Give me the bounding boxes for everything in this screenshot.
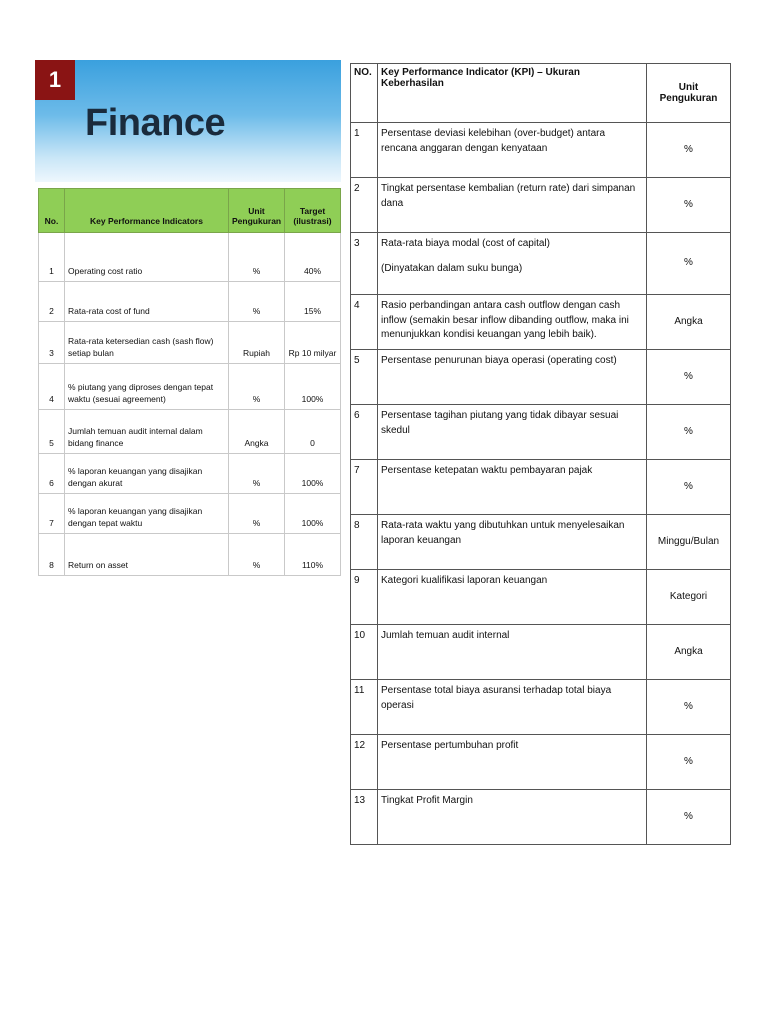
cell-unit: %: [647, 233, 731, 295]
table-row: [351, 295, 731, 350]
cell-unit: %: [229, 534, 285, 576]
cell-unit: %: [229, 233, 285, 282]
table-row: [351, 178, 731, 233]
cell-unit: Rupiah: [229, 322, 285, 364]
table-row: [39, 364, 341, 410]
header-target: Target (ilustrasi): [285, 189, 341, 233]
main-table-header-row: [351, 64, 731, 123]
main-kpi-table: [350, 63, 731, 845]
cell-kpi: Persentase penurunan biaya operasi (operating cost): [378, 350, 647, 405]
header-no: NO.: [351, 64, 378, 123]
cell-unit: %: [647, 123, 731, 178]
cell-unit: Kategori: [647, 570, 731, 625]
cell-kpi: Persentase total biaya asuransi terhadap total biaya operasi: [378, 680, 647, 735]
cell-unit: %: [229, 494, 285, 534]
cell-no: 11: [351, 680, 378, 735]
cell-target: 110%: [285, 534, 341, 576]
cell-no: 7: [351, 460, 378, 515]
cell-no: 8: [39, 534, 65, 576]
table-row: [351, 735, 731, 790]
header-kpi: Key Performance Indicators: [65, 189, 229, 233]
finance-slide: [35, 60, 341, 578]
cell-kpi: Rata-rata waktu yang dibutuhkan untuk menyelesaikan laporan keuangan: [378, 515, 647, 570]
cell-target: 100%: [285, 454, 341, 494]
table-row: [39, 494, 341, 534]
table-row: [39, 282, 341, 322]
cell-unit: %: [229, 282, 285, 322]
cell-unit: Angka: [229, 410, 285, 454]
cell-no: 2: [39, 282, 65, 322]
cell-kpi: Kategori kualifikasi laporan keuangan: [378, 570, 647, 625]
slide-kpi-table-wrap: [38, 188, 340, 576]
table-row: [351, 233, 731, 295]
header-unit: Unit Pengukuran: [647, 64, 731, 123]
cell-target: Rp 10 milyar: [285, 322, 341, 364]
cell-kpi: Persentase pertumbuhan profit: [378, 735, 647, 790]
cell-no: 13: [351, 790, 378, 845]
table-row: [351, 405, 731, 460]
cell-no: 6: [351, 405, 378, 460]
kpi-note: (Dinyatakan dalam suku bunga): [381, 262, 523, 274]
cell-no: 9: [351, 570, 378, 625]
cell-kpi: Rata-rata ketersedian cash (sash flow) setiap bulan: [65, 322, 229, 364]
cell-no: 1: [39, 233, 65, 282]
cell-unit: Angka: [647, 625, 731, 680]
cell-kpi: Persentase ketepatan waktu pembayaran pajak: [378, 460, 647, 515]
cell-unit: %: [647, 790, 731, 845]
cell-target: 100%: [285, 364, 341, 410]
cell-unit: %: [647, 680, 731, 735]
table-row: [39, 410, 341, 454]
cell-target: 40%: [285, 233, 341, 282]
table-row: [351, 570, 731, 625]
cell-unit: %: [229, 454, 285, 494]
cell-kpi: Tingkat Profit Margin: [378, 790, 647, 845]
cell-no: 3: [351, 233, 378, 295]
cell-kpi: Return on asset: [65, 534, 229, 576]
cell-kpi: Rasio perbandingan antara cash outflow dengan cash inflow (semakin besar inflow dibanding outflow, maka ini menunjukkan kondisi keuangan yang lebih baik).: [378, 295, 647, 350]
cell-no: 8: [351, 515, 378, 570]
cell-unit: Minggu/Bulan: [647, 515, 731, 570]
cell-unit: %: [647, 460, 731, 515]
cell-kpi: Operating cost ratio: [65, 233, 229, 282]
cell-unit: Angka: [647, 295, 731, 350]
cell-no: 6: [39, 454, 65, 494]
kpi-text: Rata-rata biaya modal (cost of capital): [381, 238, 550, 249]
table-row: [39, 534, 341, 576]
cell-no: 5: [351, 350, 378, 405]
slide-table-header-row: [39, 189, 341, 233]
cell-kpi: % piutang yang diproses dengan tepat waktu (sesuai agreement): [65, 364, 229, 410]
cell-kpi: Persentase tagihan piutang yang tidak dibayar sesuai skedul: [378, 405, 647, 460]
main-kpi-table-wrap: [350, 63, 730, 845]
cell-unit: %: [229, 364, 285, 410]
cell-unit: %: [647, 405, 731, 460]
cell-kpi: Persentase deviasi kelebihan (over-budget) antara rencana anggaran dengan kenyataan: [378, 123, 647, 178]
cell-target: 15%: [285, 282, 341, 322]
header-unit: Unit Pengukuran: [229, 189, 285, 233]
table-row: [351, 350, 731, 405]
table-row: [351, 460, 731, 515]
cell-no: 12: [351, 735, 378, 790]
cell-unit: %: [647, 178, 731, 233]
cell-kpi: Jumlah temuan audit internal dalam bidang finance: [65, 410, 229, 454]
cell-no: 1: [351, 123, 378, 178]
cell-unit: %: [647, 350, 731, 405]
header-no: No.: [39, 189, 65, 233]
cell-kpi: [378, 233, 647, 295]
table-row: [351, 515, 731, 570]
slide-title: Finance: [85, 102, 226, 144]
table-row: [39, 454, 341, 494]
table-row: [351, 680, 731, 735]
table-row: [351, 123, 731, 178]
table-row: [351, 790, 731, 845]
cell-no: 5: [39, 410, 65, 454]
cell-kpi: % laporan keuangan yang disajikan dengan tepat waktu: [65, 494, 229, 534]
cell-kpi: Rata-rata cost of fund: [65, 282, 229, 322]
table-row: [351, 625, 731, 680]
cell-kpi: Tingkat persentase kembalian (return rate) dari simpanan dana: [378, 178, 647, 233]
cell-unit: %: [647, 735, 731, 790]
table-row: [39, 322, 341, 364]
cell-kpi: Jumlah temuan audit internal: [378, 625, 647, 680]
cell-no: 2: [351, 178, 378, 233]
header-kpi: Key Performance Indicator (KPI) – Ukuran Keberhasilan: [378, 64, 647, 123]
cell-no: 10: [351, 625, 378, 680]
cell-no: 4: [39, 364, 65, 410]
slide-kpi-table: [38, 188, 341, 576]
cell-target: 100%: [285, 494, 341, 534]
cell-no: 3: [39, 322, 65, 364]
cell-kpi: % laporan keuangan yang disajikan dengan akurat: [65, 454, 229, 494]
cell-no: 4: [351, 295, 378, 350]
cell-no: 7: [39, 494, 65, 534]
table-row: [39, 233, 341, 282]
slide-number-badge: 1: [35, 60, 75, 100]
cell-target: 0: [285, 410, 341, 454]
